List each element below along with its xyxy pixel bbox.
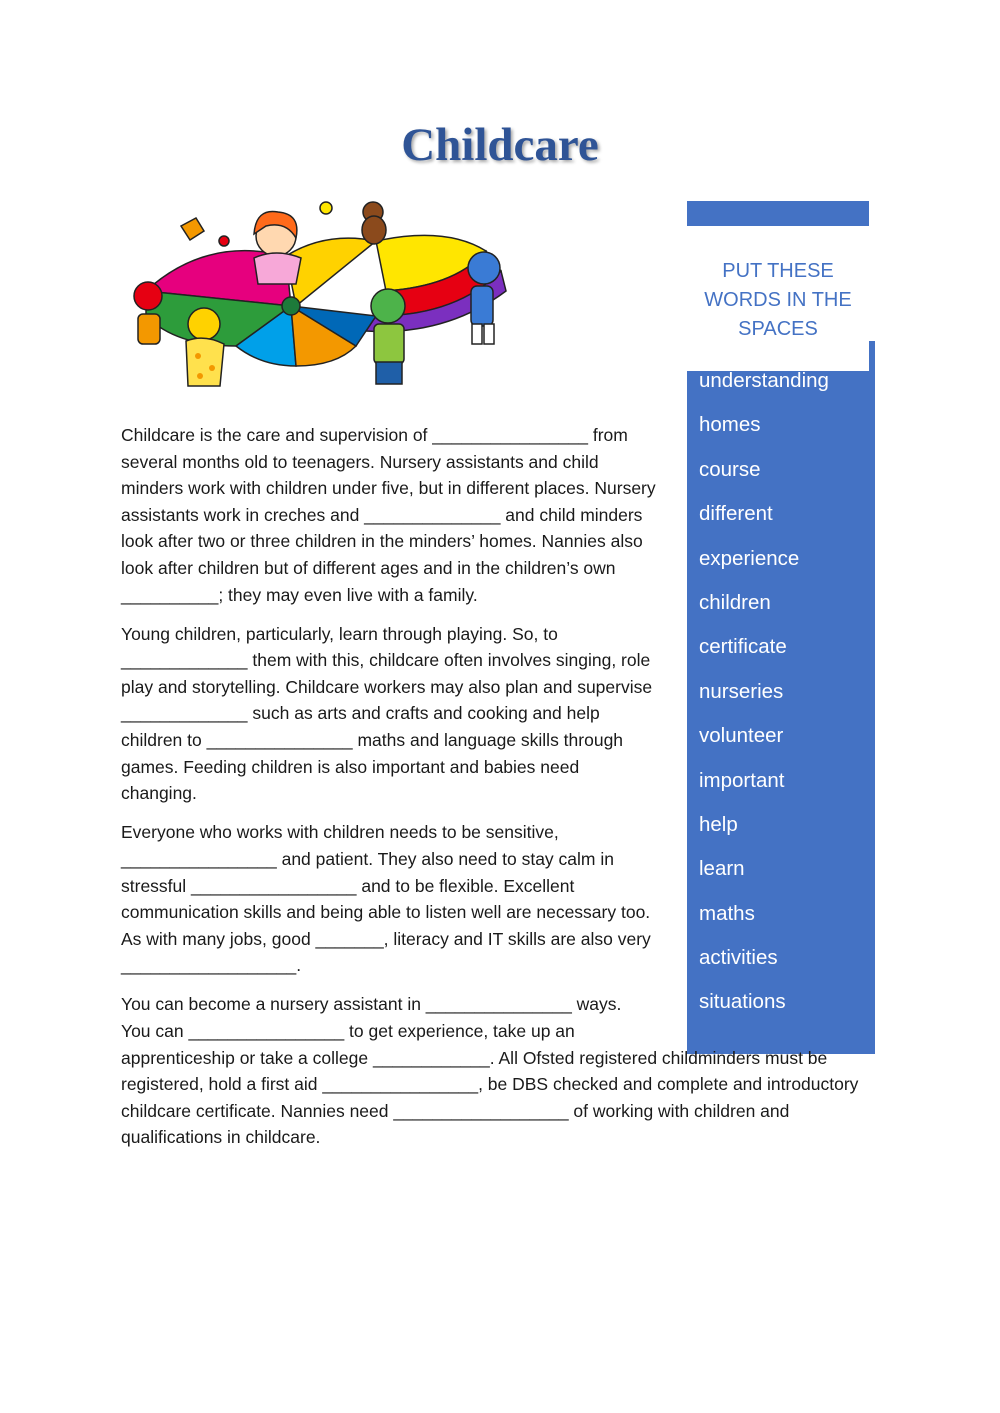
word-bank-heading: PUT THESE WORDS IN THE SPACES <box>704 260 852 340</box>
page-title: Childcare <box>401 119 599 171</box>
worksheet-text <box>121 422 881 1163</box>
paragraph-routes-line-2: You can ________________ to get experience, take up an <box>121 1020 575 1041</box>
sidebar-top-bar <box>687 201 869 226</box>
word-bank-item[interactable]: activities <box>699 946 778 970</box>
paragraph-play: Young children, particularly, learn through playing. So, to _____________ them with this, childcare often involves singing, role play and storytelling. Childcare workers may also plan and supervise _____________ such as arts and crafts and cooking and help children to _______________ maths and language skills through games. Feeding children is also important and babies need changing. <box>121 623 653 804</box>
word-bank-item[interactable]: learn <box>699 857 745 881</box>
children-parachute-illustration <box>126 196 521 411</box>
word-bank-item[interactable]: nurseries <box>699 679 784 703</box>
paragraph-skills: Everyone who works with children needs to be sensitive, ________________ and patient. They also need to stay calm in stressful _________________ and to be flexible. Excellent communication skills and being able to listen well are necessary too. As with many jobs, good _______, literacy and IT skills are also very __________________. <box>121 822 651 976</box>
word-bank-item[interactable]: homes <box>699 413 761 437</box>
word-bank-item[interactable]: experience <box>699 546 800 570</box>
word-bank-item[interactable]: help <box>699 812 738 836</box>
word-bank-item[interactable]: different <box>699 502 773 526</box>
sidebar-edge-accent <box>869 341 875 371</box>
word-bank-item[interactable]: course <box>699 457 761 481</box>
word-bank-item[interactable]: important <box>699 768 785 792</box>
word-bank-item[interactable]: maths <box>699 901 755 925</box>
word-bank-item[interactable]: understanding <box>699 369 829 392</box>
word-bank-item[interactable]: situations <box>699 990 786 1014</box>
paragraph-intro: Childcare is the care and supervision of ________________ from several months old to teenagers. Nursery assistants and child minders work with children under five, but in different places. Nursery assistants work in creches and ______________ and child minders look after two or three children in the minders’ homes. Nannies also look after children but of different ages and in the children’s own __________; they may even live with a family. <box>121 425 656 605</box>
paragraph-routes-line-1: You can become a nursery assistant in _______________ ways. <box>121 994 622 1015</box>
word-bank-item[interactable]: volunteer <box>699 724 784 748</box>
paragraph-routes-rest: apprenticeship or take a college ____________. All Ofsted registered childminders must be registered, hold a first aid ________________, be DBS checked and complete and introductory childcare certificate. Nannies need __________________ of working with children and qualifications in childcare. <box>121 1047 859 1148</box>
word-bank-item[interactable]: children <box>699 590 771 614</box>
word-bank-item[interactable]: certificate <box>699 635 787 659</box>
